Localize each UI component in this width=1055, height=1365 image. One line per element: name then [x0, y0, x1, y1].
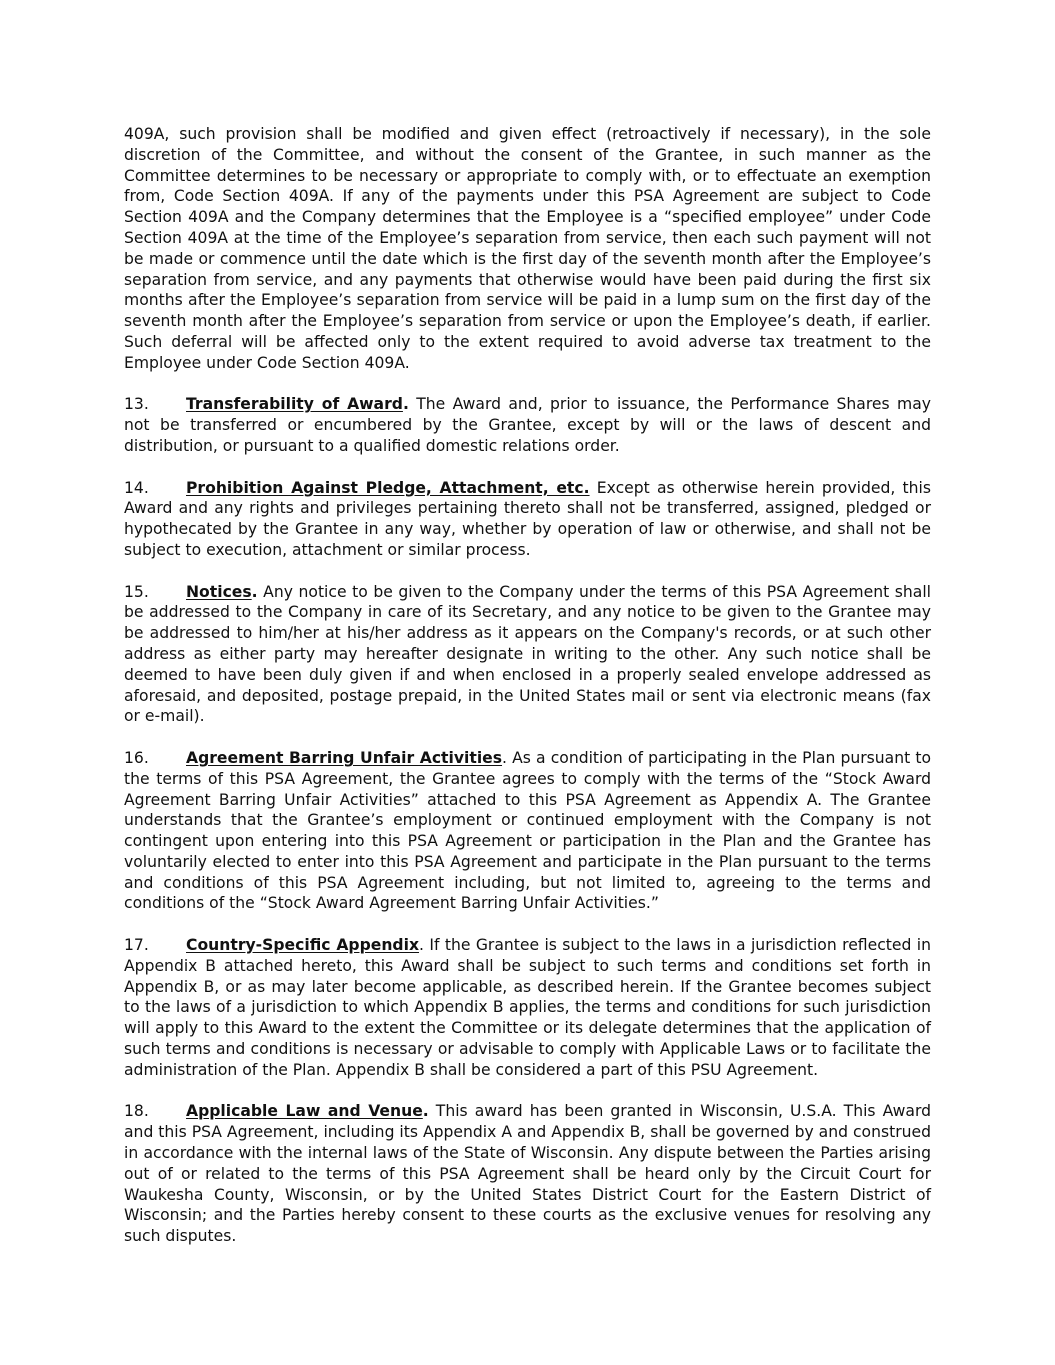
section-text: The Award and, prior to issuance, the Performance Shares may not be transferred or encumbered by the Grantee, except by will or the laws of descent and distribution, or pursuant to a qualified domestic relations order.	[124, 395, 931, 455]
section-number: 13.	[124, 395, 149, 414]
section-number: 14.	[124, 478, 149, 497]
section-14	[124, 478, 931, 561]
heading-punctuation: .	[251, 582, 258, 601]
section-text: Except as otherwise herein provided, this Award and any rights and privileges pertaining thereto shall not be transferred, assigned, pledged or hypothecated by the Grantee in any way, whether by operation of law or otherwise, and shall not be subject to execution, attachment or similar process.	[124, 478, 932, 559]
section-13	[124, 394, 931, 456]
document-page	[124, 124, 931, 1268]
paragraph-continuation	[124, 124, 931, 374]
paragraph-text: 409A, such provision shall be modified and given effect (retroactively if necessary), in the sole discretion of the Committee, and without the consent of the Grantee, in such manner as the Committee determines to be necessary or appropriate to comply with, or to effectuate an exemption from, Code Section 409A. If any of the payments under this PSA Agreement are subject to Code Section 409A and the Company determines that the Employee is a “specified employee” under Code Section 409A at the time of the Employee’s separation from service, then each such payment will not be made or commence until the date which is the first day of the seventh month after the Employee’s separation from service, and any payments that otherwise would have been paid during the first six months after the Employee’s separation from service will be paid in a lump sum on the first day of the seventh month after the Employee’s separation from service or upon the Employee’s death, if earlier. Such deferral will be affected only to the extent required to avoid adverse tax treatment to the Employee under Code Section 409A.	[124, 125, 931, 372]
section-text: Any notice to be given to the Company under the terms of this PSA Agreement shall be addressed to the Company in care of its Secretary, and any notice to be given to the Grantee may be addressed to him/her at his/her address as it appears on the Company's records, or at such other address as either party may hereafter designate in writing to the other. Any such notice shall be deemed to have been duly given if and when enclosed in a properly sealed envelope addressed as aforesaid, and deposited, postage prepaid, in the United States mail or sent via electronic means (fax or e-mail).	[124, 582, 931, 726]
section-15	[124, 582, 931, 728]
section-18	[124, 1101, 931, 1247]
section-heading: Prohibition Against Pledge, Attachment, etc.	[186, 478, 590, 497]
section-heading: Applicable Law and Venue	[186, 1102, 423, 1121]
section-text: . If the Grantee is subject to the laws in a jurisdiction reflected in Appendix B attached hereto, this Award shall be subject to such terms and conditions set forth in Appendix B, or as may later become applicable, as described herein. If the Grantee becomes subject to the laws of a jurisdiction to which Appendix B applies, the terms and conditions for such jurisdiction will apply to this Award to the extent the Committee or its delegate determines that the application of such terms and conditions is necessary or advisable to comply with Applicable Laws or to facilitate the administration of the Plan. Appendix B shall be considered a part of this PSU Agreement.	[124, 936, 931, 1079]
section-heading: Notices	[186, 582, 252, 601]
section-number: 18.	[124, 1102, 149, 1121]
heading-punctuation: .	[422, 1102, 429, 1121]
heading-punctuation: .	[402, 395, 409, 414]
section-heading: Agreement Barring Unfair Activities	[186, 748, 503, 767]
section-text: This award has been granted in Wisconsin, U.S.A. This Award and this PSA Agreement, including its Appendix A and Appendix B, shall be governed by and construed in accordance with the internal laws of the State of Wisconsin. Any dispute between the Parties arising out of or related to the terms of this PSA Agreement shall be heard only by the Circuit Court for Waukesha County, Wisconsin, or by the United States District Court for the Eastern District of Wisconsin; and the Parties hereby consent to these courts as the exclusive venues for resolving any such disputes.	[124, 1102, 931, 1246]
section-heading: Country-Specific Appendix	[186, 936, 420, 955]
section-number: 15.	[124, 582, 149, 601]
section-number: 16.	[124, 748, 149, 767]
section-heading: Transferability of Award	[186, 395, 403, 414]
section-number: 17.	[124, 936, 149, 955]
section-text: . As a condition of participating in the Plan pursuant to the terms of this PSA Agreement, the Grantee agrees to comply with the terms of the “Stock Award Agreement Barring Unfair Activities” attached to this PSA Agreement as Appendix A. The Grantee understands that the Grantee’s employment or continued employment with the Company is not contingent upon entering into this PSA Agreement or participation in the Plan and the Grantee has voluntarily elected to enter into this PSA Agreement and participate in the Plan pursuant to the terms and conditions of this PSA Agreement including, but not limited to, agreeing to the terms and conditions of the “Stock Award Agreement Barring Unfair Activities.”	[124, 748, 931, 913]
section-17	[124, 935, 931, 1081]
section-16	[124, 748, 931, 914]
